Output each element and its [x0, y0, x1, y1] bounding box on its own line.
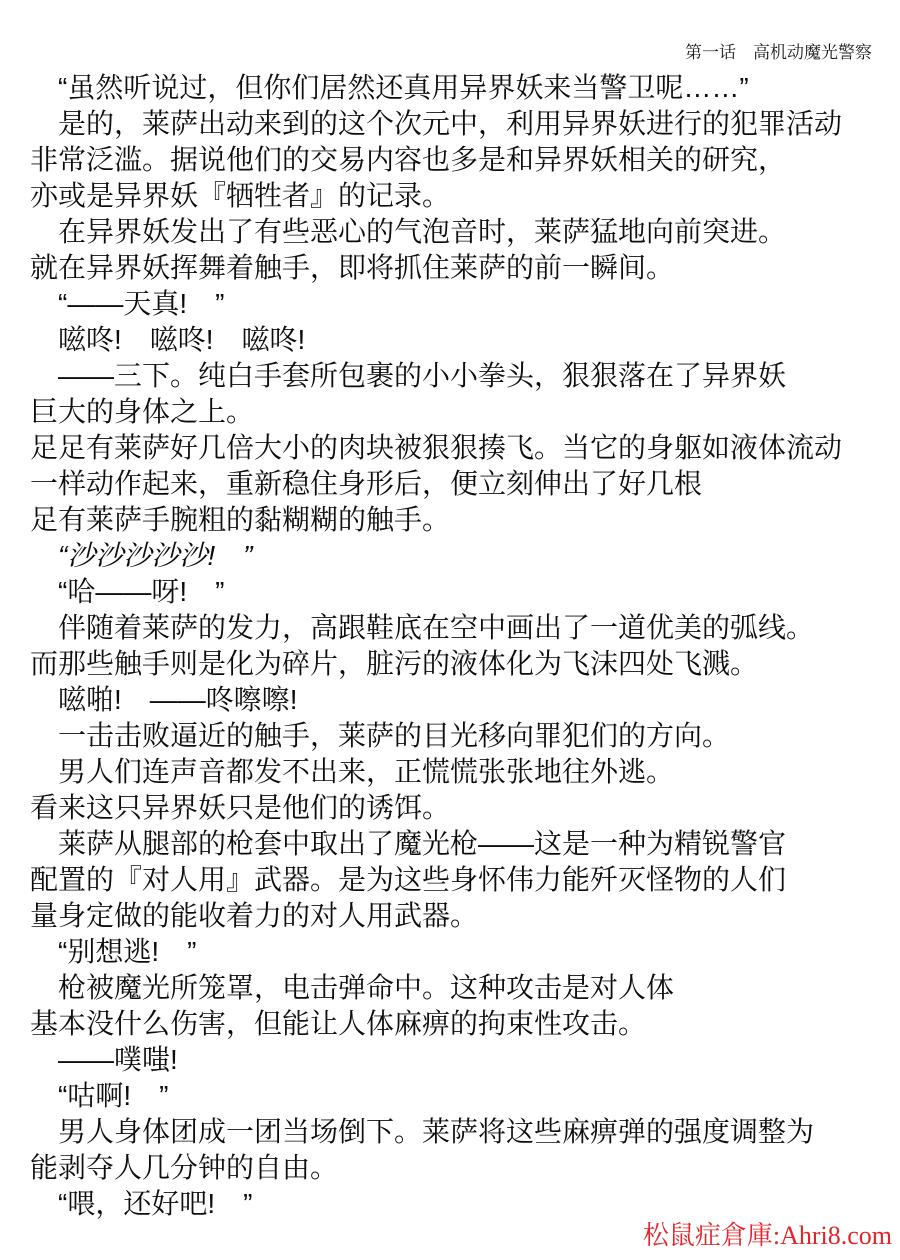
text-line: 巨大的身体之上。 — [30, 396, 255, 427]
text-line: 伴随着莱萨的发力，高跟鞋底在空中画出了一道优美的弧线。 — [58, 612, 815, 643]
body-text — [30, 70, 875, 1222]
text-line: 男人们连声音都发不出来，正慌慌张张地往外逃。 — [58, 756, 675, 787]
text-line: 在异界妖发出了有些恶心的气泡音时，莱萨猛地向前突进。 — [58, 216, 787, 247]
text-line: 亦或是异界妖『牺牲者』的记录。 — [30, 180, 451, 211]
text-line: “——天真! ” — [58, 288, 225, 319]
text-line: 就在异界妖挥舞着触手，即将抓住莱萨的前一瞬间。 — [30, 252, 675, 283]
text-line: 莱萨从腿部的枪套中取出了魔光枪——这是一种为精锐警官 — [58, 828, 787, 859]
text-line: 是的，莱萨出动来到的这个次元中，利用异界妖进行的犯罪活动 — [58, 108, 843, 139]
text-line: 枪被魔光所笼罩，电击弹命中。这种攻击是对人体 — [58, 972, 675, 1003]
text-line: 足有莱萨手腕粗的黏糊糊的触手。 — [30, 504, 451, 535]
text-line: 而那些触手则是化为碎片，脏污的液体化为飞沫四处飞溅。 — [30, 648, 759, 679]
text-line: 配置的『对人用』武器。是为这些身怀伟力能歼灭怪物的人们 — [30, 864, 787, 895]
text-line: 嗞啪! ——咚嚓嚓! — [58, 684, 298, 715]
page-header-chapter-title: 第一话 高机动魔光警察 — [685, 43, 872, 62]
text-line: “沙沙沙沙沙! ” — [58, 540, 253, 571]
text-line: 男人身体团成一团当场倒下。莱萨将这些麻痹弹的强度调整为 — [58, 1116, 815, 1147]
text-line: 量身定做的能收着力的对人用武器。 — [30, 900, 479, 931]
text-line: ——噗嗤! — [58, 1044, 178, 1075]
text-line: 嗞咚! 嗞咚! 嗞咚! — [58, 324, 306, 355]
text-line: 足足有莱萨好几倍大小的肉块被狠狠揍飞。当它的身躯如液体流动 — [30, 432, 843, 463]
text-line: “虽然听说过，但你们居然还真用异界妖来当警卫呢……” — [58, 72, 749, 103]
text-line: 基本没什么伤害，但能让人体麻痹的拘束性攻击。 — [30, 1008, 647, 1039]
text-line: 看来这只异界妖只是他们的诱饵。 — [30, 792, 451, 823]
text-line: “别想逃! ” — [58, 936, 197, 967]
watermark: 松鼠症倉庫:Ahri8.com — [642, 1221, 892, 1250]
text-line: 非常泛滥。据说他们的交易内容也多是和异界妖相关的研究， — [30, 144, 787, 175]
text-line: ——三下。纯白手套所包裹的小小拳头，狠狠落在了异界妖 — [58, 360, 787, 391]
text-line: 能剥夺人几分钟的自由。 — [30, 1152, 339, 1183]
text-line: “哈——呀! ” — [58, 576, 225, 607]
text-line: “咕啊! ” — [58, 1080, 169, 1111]
text-line: “喂，还好吧! ” — [58, 1188, 253, 1219]
text-line: 一击击败逼近的触手，莱萨的目光移向罪犯们的方向。 — [58, 720, 731, 751]
text-line: 一样动作起来，重新稳住身形后，便立刻伸出了好几根 — [30, 468, 703, 499]
